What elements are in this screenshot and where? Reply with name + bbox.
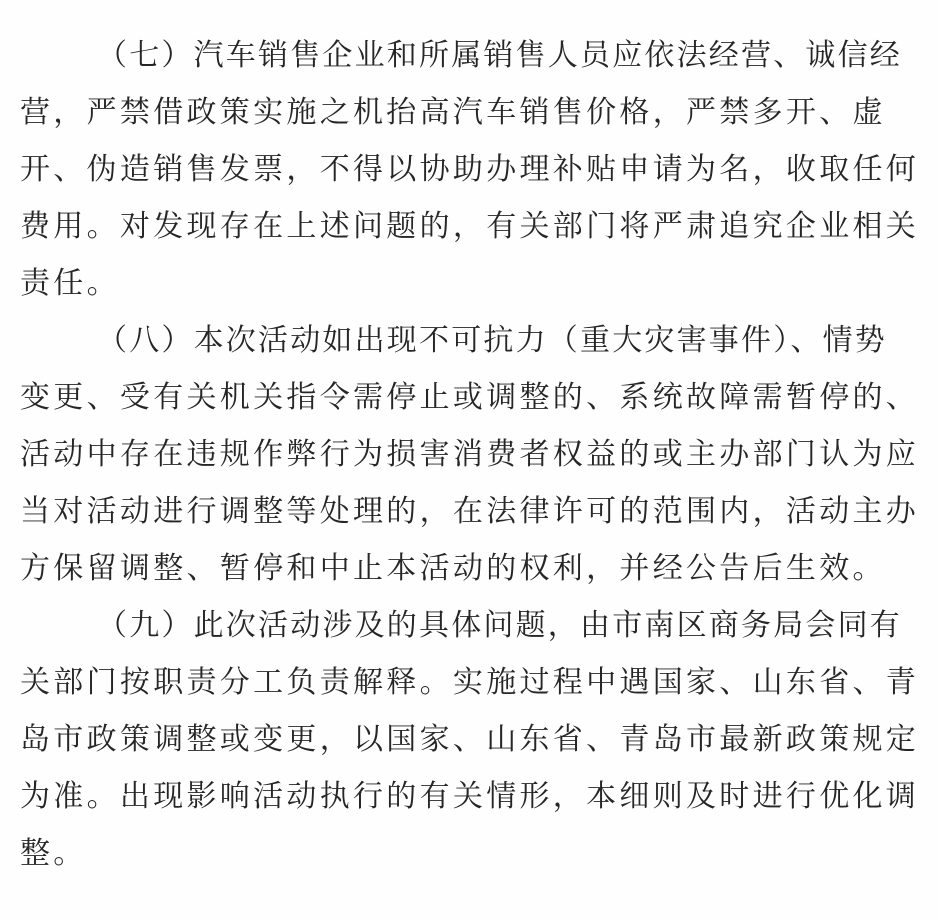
paragraph-8-line-1: （八）本次活动如出现不可抗力（重大灾害事件）、情势 [97, 323, 887, 358]
paragraph-9-line-4: 为准。出现影响活动执行的有关情形，本细则及时进行优化调 [20, 779, 920, 814]
paragraph-9-line-2: 关部门按职责分工负责解释。实施过程中遇国家、山东省、青 [20, 665, 920, 700]
paragraph-8-line-3: 活动中存在违规作弊行为损害消费者权益的或主办部门认为应 [20, 437, 920, 472]
paragraph-8-line-2: 变更、受有关机关指令需停止或调整的、系统故障需暂停的、 [20, 380, 920, 415]
paragraph-7-line-1: （七）汽车销售企业和所属销售人员应依法经营、诚信经 [97, 38, 902, 73]
paragraph-9-line-1: （九）此次活动涉及的具体问题，由市南区商务局会同有 [97, 608, 902, 643]
paragraph-7-line-5: 责任。 [20, 266, 120, 301]
paragraph-7-line-2: 营，严禁借政策实施之机抬高汽车销售价格，严禁多开、虚 [20, 95, 886, 130]
paragraph-7-line-3: 开、伪造销售发票，不得以协助办理补贴申请为名，收取任何 [20, 152, 920, 187]
paragraph-8-line-5: 方保留调整、暂停和中止本活动的权利，并经公告后生效。 [20, 551, 886, 586]
paragraph-8-line-4: 当对活动进行调整等处理的，在法律许可的范围内，活动主办 [20, 494, 920, 529]
paragraph-9-line-5: 整。 [20, 836, 87, 871]
paragraph-9-line-3: 岛市政策调整或变更，以国家、山东省、青岛市最新政策规定 [20, 722, 920, 757]
paragraph-7-line-4: 费用。对发现存在上述问题的，有关部门将严肃追究企业相关 [20, 209, 920, 244]
